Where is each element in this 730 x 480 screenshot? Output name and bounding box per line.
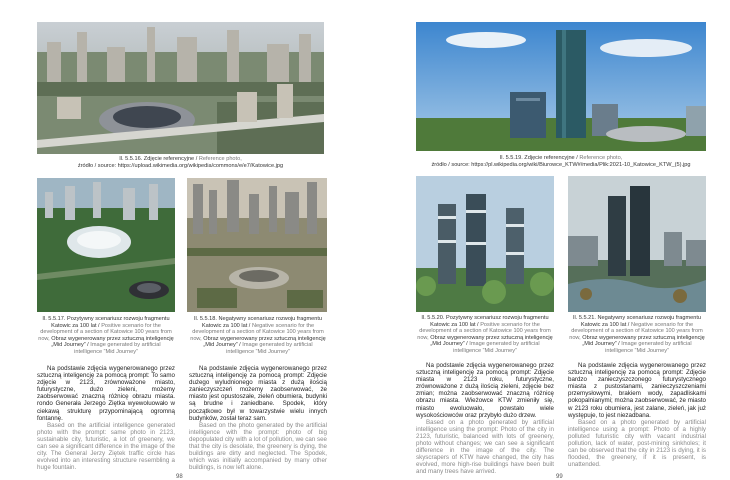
text-en: Based on the photo generated by the artificial intelligence with the prompt: photo of big depopulated city with a lot of pollution, we can see that the city is desolate, the greenery is dying, the buildings are dirty and neglected. The Spodek, which was initially accompanied by many other buildings, is now left alone. [189,421,327,472]
page-number: 99 [556,474,563,480]
text-en: Based on a photo generated by artificial intelligence using the prompt: Photo of the city in 2123, futuristic, balanced with lots of greenery, photo without changes; we can see a significant difference in the image of the city. The skyscrapers of KTW have changed, the city has evolved, more high-rise buildings have been built and many trees have arrived. [416,418,554,476]
negative-scenario-text [189,365,327,471]
fig18-label-en: Negative scenario for the development of a section of Katowice 100 years from now, [190,322,324,342]
right-page [370,0,730,480]
fig21-label-en: Negative scenario for the development of a section of Katowice 100 years from now, [569,321,703,341]
fig21-label: Il. 5.5.21. Negatywny scenariusz rozwoju fragmentu Katowic za 100 lat / [572,315,702,328]
fig20-label2-en: Image generated by artificial intelligence “Mid Journey” [453,341,540,354]
fig20-label: Il. 5.5.20. Pozytywny scenariusz rozwoju fragmentu Katowic za 100 lat / [421,315,549,328]
text-pl: Na podstawie zdjęcia wygenerowanego przez sztuczną inteligencję za pomocą prompt: To samo zdjęcie w 2123, zrównoważone miasto, futurystyczne, dużo zieleni, możemy zaobserwować znaczną różnicę obrazu miasta. rondo Generała Jerzego Ziętka wyewoluowało w ciekawą strukturę przypominającą ogromną fontannę. [37,365,175,422]
positive-scenario-caption [37,316,175,356]
fig21-label2-en: Image generated by artificial intelligence “Mid Journey” [605,341,692,354]
fig17-label: Il. 5.5.17. Pozytywny scenariusz rozwoju fragmentu Katowic za 100 lat / [42,316,170,329]
text-en: Based on a photo generated by artificial intelligence using a prompt: Photo of a highly polluted futuristic city with vacant industrial pollution, lack of water, post-mining sinkholes; it can be observed that the city in 2123 is dying, it is flooded, the greenery, if it is present, is unattended. [568,418,706,469]
positive-scenario-image [37,178,175,312]
reference-photo-katowice [37,22,324,154]
caption-label-en: Reference photo, [198,156,242,162]
page-number: 98 [176,474,183,480]
positive-scenario-text [416,362,554,476]
fig17-label2-en: Image generated by artificial intelligence “Mid Journey” [74,342,161,355]
text-pl: Na podstawie zdjęcia wygenerowanego przez sztuczną inteligencję za pomocą prompt: Zdjęcie dużego wyludnionego miasta z dużą ilością zanieczyszczeń możemy zaobserwować, że miasto jest opustoszałe, zieleń obumiera, budynki są brudne i zaniedbane. Spodek, który początkowo był w towarzystwie wielu innych budynków, został teraz sam. [189,365,327,422]
reference-photo-caption [416,155,706,168]
left-page [0,0,360,480]
caption-label: Il. 5.5.16. Zdjęcie referencyjne / [119,156,198,162]
fig18-label2: Obraz wygenerowany przez sztuczną inteligencję „Mid Journey” / [203,335,326,349]
negative-scenario-text [568,362,706,468]
caption-label-en: Reference photo, [579,155,623,161]
caption-source: źródło / source: https://upload.wikimedia.org/wikipedia/commons/e/e7/Katowice.jpg [77,162,284,169]
positive-scenario-caption [416,315,554,355]
negative-scenario-image [187,178,327,312]
text-pl: Na podstawie zdjęcia wygenerowanego przez sztuczną inteligencję za pomocą prompt: Zdjęcie miasta w 2123 roku, futurystyczne, zrównoważone z dużą ilością zieleni, zdjęcie bez zmian; można zaobserwować znaczną różnicę obrazu miasta. Wieżowce KTW zmieniły się, miasto ewoluowało, powstało wiele wysokościowców oraz przybyło dużo drzew. [416,362,554,419]
fig20-label-en: Positive scenario for the development of a section of Katowice 100 years from now, [417,321,551,341]
fig18-label: Il. 5.5.18. Negatywny scenariusz rozwoju fragmentu Katowic za 100 lat / [193,316,323,329]
text-en: Based on the artificial intelligence generated photo with the prompt: same photo in 2123, sustainable city, futuristic, a lot of greenery, we can see a significant difference in the image of the city. The General Jerzy Ziętek traffic circle has evolved into an interesting structure resembling a huge fountain. [37,421,175,472]
fig20-label2: Obraz wygenerowany przez sztuczną inteligencję „Mid Journey” / [430,334,553,348]
positive-scenario-image [416,176,554,312]
caption-source: źródło / source: https://pl.wikipedia.org/wiki/Biurowce_KTW#/media/Plik:2021-10_Katowice_KTW_(5).jpg [431,161,691,168]
caption-label: Il. 5.5.19. Zdjęcie referencyjne / [499,155,578,161]
negative-scenario-image [568,176,706,312]
reference-photo-ktw [416,22,706,151]
fig17-label-en: Positive scenario for the development of a section of Katowice 100 years from now, [38,322,172,342]
positive-scenario-text [37,365,175,471]
negative-scenario-caption [568,315,706,355]
text-pl: Na podstawie zdjęcia wygenerowanego przez sztuczną inteligencję za pomocą prompt: Zdjęcie bardzo zanieczyszczonego futurystycznego miasta z pustostanami, zanieczyszczeniami przemysłowymi, brakiem wody, zapadliskami pokopalnianymi; można zaobserwować, że miasto w 2123 roku obumiera, jest zalane, zieleń, jak już występuje, to jest niezadbana. [568,362,706,419]
fig17-label2: Obraz wygenerowany przez sztuczną inteligencję „Mid Journey” / [51,335,174,349]
fig18-label2-en: Image generated by artificial intelligence “Mid Journey” [226,342,313,355]
fig21-label2: Obraz wygenerowany przez sztuczną inteligencję „Mid Journey” / [582,334,705,348]
negative-scenario-caption [189,316,327,356]
reference-photo-caption [37,156,324,169]
